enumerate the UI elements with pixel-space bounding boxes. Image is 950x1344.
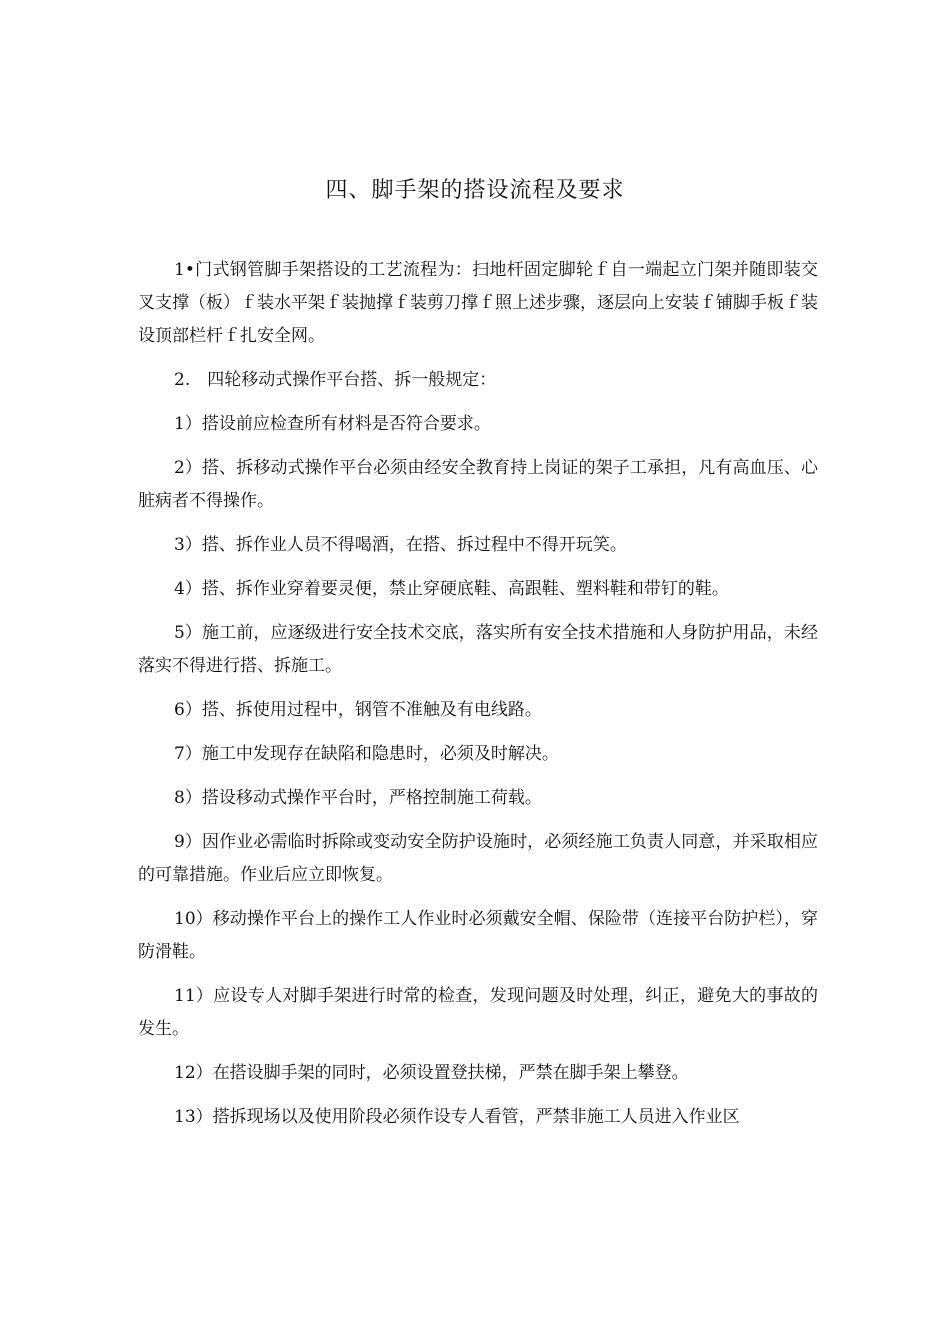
page-title: 四、脚手架的搭设流程及要求	[325, 178, 625, 203]
rule-item-3: 3）搭、拆作业人员不得喝酒，在搭、拆过程中不得开玩笑。	[174, 535, 627, 555]
rule-item-13: 13）搭拆现场以及使用阶段必须作设专人看管，严禁非施工人员进入作业区	[174, 1107, 740, 1127]
rule-item-6: 6）搭、拆使用过程中，钢管不准触及有电线路。	[174, 700, 542, 720]
rule-item-10: 10）移动操作平台上的操作工人作业时必须戴安全帽、保险带（连接平台防护栏），穿防滑鞋。	[138, 909, 818, 962]
rule-item-9: 9）因作业必需临时拆除或变动安全防护设施时，必须经施工负责人同意，并采取相应的可靠措施。作业后应立即恢复。	[138, 832, 818, 885]
rule-item-7: 7）施工中发现存在缺陷和隐患时，必须及时解决。	[174, 744, 559, 764]
paragraph-general-rules-heading: 2. 四轮移动式操作平台搭、拆一般规定：	[174, 370, 497, 390]
rule-item-4: 4）搭、拆作业穿着要灵便，禁止穿硬底鞋、高跟鞋、塑料鞋和带钉的鞋。	[174, 579, 729, 599]
rule-item-2: 2）搭、拆移动式操作平台必须由经安全教育持上岗证的架子工承担，凡有高血压、心脏病者不得操作。	[138, 458, 818, 511]
paragraph-process-flow: 1•门式钢管脚手架搭设的工艺流程为：扫地杆固定脚轮ｆ自一端起立门架并随即装交叉支撑（板）ｆ装水平架ｆ装抛撑ｆ装剪刀撑ｆ照上述步骤，逐层向上安装ｆ铺脚手板ｆ装设顶部栏杆ｆ扎安全网。	[138, 260, 818, 346]
rule-item-8: 8）搭设移动式操作平台时，严格控制施工荷载。	[174, 788, 542, 808]
rule-item-11: 11）应设专人对脚手架进行时常的检查，发现问题及时处理，纠正，避免大的事故的发生。	[138, 986, 818, 1039]
rule-item-12: 12）在搭设脚手架的同时，必须设置登扶梯，严禁在脚手架上攀登。	[174, 1063, 689, 1083]
rule-item-5: 5）施工前，应逐级进行安全技术交底，落实所有安全技术措施和人身防护用品，未经落实不得进行搭、拆施工。	[138, 623, 818, 676]
document-body	[138, 254, 818, 1145]
rule-item-1: 1）搭设前应检查所有材料是否符合要求。	[174, 414, 491, 434]
